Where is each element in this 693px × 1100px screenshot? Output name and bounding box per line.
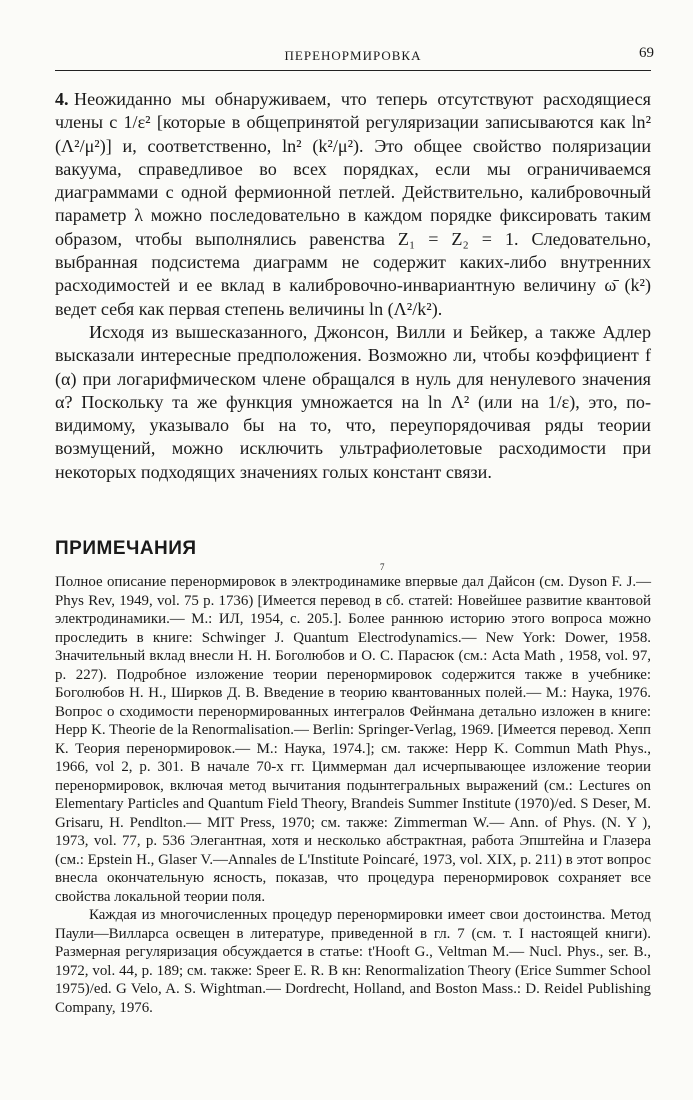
main-text: [55, 88, 651, 484]
notes-section: [55, 573, 651, 1017]
footnote-marker: 7: [380, 562, 385, 572]
page-number: 69: [639, 45, 654, 61]
running-title: ПЕРЕНОРМИРОВКА: [284, 48, 422, 63]
item-number: 4.: [55, 89, 69, 109]
paragraph-1-text: Неожиданно мы обнаруживаем, что теперь отсутствуют расходящиеся члены с 1/ε² [которые в общепринятой регуляризации записываются как ln² (Λ²/μ²)] и, соответственно, ln² (k²/μ²). Это общее свойство поляризации вакуума, справедливое во всех порядках, если мы ограничиваемся диаграммами с одной фермионной петлей. Действительно, калибровочный параметр λ можно последовательно в каждом порядке фиксировать таким образом, чтобы выполнялись равенства Z₁ = Z₂ = 1. Следовательно, выбранная подсистема диаграмм не содержит каких-либо внутренних расходимостей и ее вклад в калибровочно-инвариантную величину ω̄ (k²) ведет себя как первая степень величины ln (Λ²/k²).: [55, 89, 651, 319]
note-paragraph-1: Полное описание перенормировок в электродинамике впервые дал Дайсон (см. Dyson F. J.— Phys Rev, 1949, vol. 75 p. 1736) [Имеется перевод в сб. статей: Новейшее развитие квантовой электродинамики.— М.: ИЛ, 1954, с. 205.]. Более раннюю историю этого вопроса можно проследить в книге: Schwinger J. Quantum Electrodynamics.— New York: Dower, 1958. Значительный вклад внесли Н. Н. Боголюбов и О. С. Парасюк (см.: Acta Math , 1958, vol. 97, p. 227). Подробное изложение теории перенормировок содержится также в учебнике: Боголюбов Н. Н., Ширков Д. В. Введение в теорию квантованных полей.— М.: Наука, 1976. Вопрос о сходимости перенормированных интегралов Фейнмана детально изложен в книге: Hepp K. Theorie de la Renormalisation.— Berlin: Springer-Verlag, 1969. [Имеется перевод. Хепп К. Теория перенормировок.— М.: Наука, 1974.]; см. также: Hepp K. Commun Math Phys., 1966, vol 2, p. 301. В начале 70-х гг. Циммерман дал исчерпывающее изложение теории перенормировок, включая метод вычитания подынтегральных выражений (см.: Lectures on Elementary Particles and Quantum Field Theory, Brandeis Summer Institute (1970)/ed. S Deser, M. Grisaru, H. Pendlton.— MIT Press, 1970; см. также: Zimmerman W.— Ann. of Phys. (N. Y ), 1973, vol. 77, p. 536 Элегантная, хотя и несколько абстрактная, работа Эпштейна и Глазера (см.: Epstein H., Glaser V.—Annales de L'Institute Poincaré, 1973, vol. XIX, p. 211) в этот вопрос внесла окончательную ясность, показав, что процедура перенормировок сохраняет все свойства локальной теории поля.: [55, 574, 651, 905]
running-head: [55, 45, 654, 71]
note-paragraph-2: Каждая из многочисленных процедур перенормировки имеет свои достоинства. Метод Паули—Вилларса освещен в литературе, приведенной в гл. 7 (см. т. I настоящей книги). Размерная регуляризация обсуждается в статье: t'Hooft G., Veltman M.— Nucl. Phys., ser. B., 1972, vol. 44, p. 189; см. также: Speer E. R. В кн: Renormalization Theory (Erice Summer School 1975)/ed. G Velo, A. S. Wightman.— Dordrecht, Holland, and Boston Mass.: D. Reidel Publishing Company, 1976.: [55, 907, 651, 1016]
paragraph-item-4: [55, 88, 651, 321]
notes-heading: ПРИМЕЧАНИЯ: [55, 538, 197, 559]
paragraph-2: Исходя из вышесказанного, Джонсон, Вилли и Бейкер, а также Адлер высказали интересные предположения. Возможно ли, чтобы коэффициент f (α) при логарифмическом члене обращался в нуль для ненулевого значения α? Поскольку та же функция умножается на ln Λ² (или на 1/ε), это, по-видимому, указывало бы на то, что, переупорядочивая ряды теории возмущений, можно исключить ультрафиолетовые расходимости при некоторых подходящих значениях голых констант связи.: [55, 321, 651, 482]
